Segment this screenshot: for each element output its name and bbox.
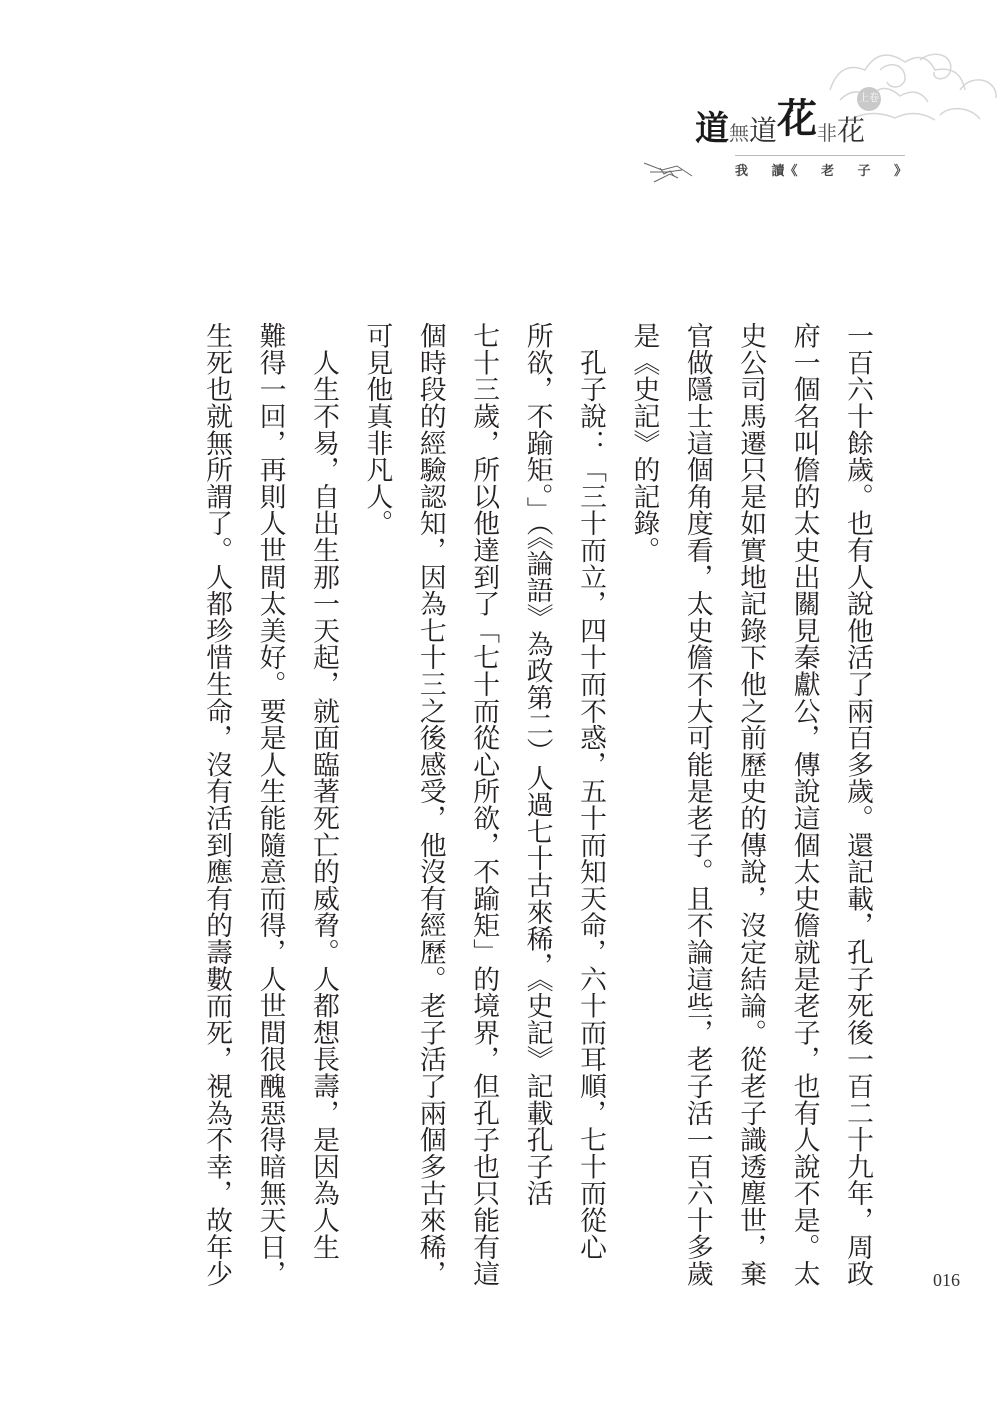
title-char: 花 [837, 114, 866, 147]
header-rule [735, 155, 905, 156]
text-column: 生死也就無所謂了。人都珍惜生命，沒有活到應有的壽數而死，視為不幸，故年少 [201, 322, 233, 1287]
text-column: 史公司馬遷只是如實地記錄下他之前歷史的傳說，沒定結論。從老子識透塵世，棄 [735, 322, 767, 1287]
book-subtitle [735, 160, 907, 179]
subtitle-char: 讀《 [771, 164, 798, 179]
text-column: 府一個名叫儋的太史出關見秦獻公，傳說這個太史儋就是老子，也有人說不是。太 [788, 322, 820, 1287]
title-char: 道 [749, 114, 778, 147]
text-column: 可見他真非凡人。 [361, 322, 393, 537]
text-column: 孔子說：「三十而立，四十而不惑，五十而知天命，六十而耳順，七十而從心 [575, 322, 606, 1260]
running-header [640, 20, 1000, 180]
title-char: 道 [695, 109, 729, 149]
title-char: 非 [817, 121, 838, 145]
page-number: 016 [933, 1270, 960, 1290]
crane-illustration-icon [642, 158, 697, 188]
title-char: 花 [777, 95, 818, 142]
text-column: 七十三歲，所以他達到了「七十而從心所欲，不踰矩」的境界，但孔子也只能有這 [468, 322, 500, 1287]
text-column: 個時段的經驗認知，因為七十三之後感受，他沒有經歷。老子活了兩個多古來稀， [414, 322, 446, 1287]
subtitle-char: 子 [857, 164, 871, 179]
subtitle-char: 老 [820, 164, 834, 179]
volume-badge: 上卷 [857, 87, 881, 111]
text-column: 人生不易，自出生那一天起，就面臨著死亡的威脅。人都想長壽，是因為人生 [308, 322, 339, 1260]
text-column: 所欲，不踰矩。」（《論語》為政第二）人過七十古來稀，《史記》記載孔子活 [521, 322, 553, 1207]
text-column: 是《史記》的記錄。 [628, 322, 660, 564]
text-column: 難得一回，再則人世間太美好。要是人生能隨意而得，人世間很醜惡得暗無天日， [254, 322, 286, 1287]
title-char: 無 [729, 121, 749, 145]
book-title [695, 93, 879, 149]
subtitle-char: 》 [893, 164, 907, 179]
subtitle-char: 我 [735, 164, 749, 179]
text-column: 官做隱士這個角度看，太史儋不大可能是老子。且不論這些，老子活一百六十多歲 [681, 322, 713, 1287]
text-column: 一百六十餘歲。也有人說他活了兩百多歲。還記載，孔子死後一百二十九年，周政 [842, 322, 873, 1287]
